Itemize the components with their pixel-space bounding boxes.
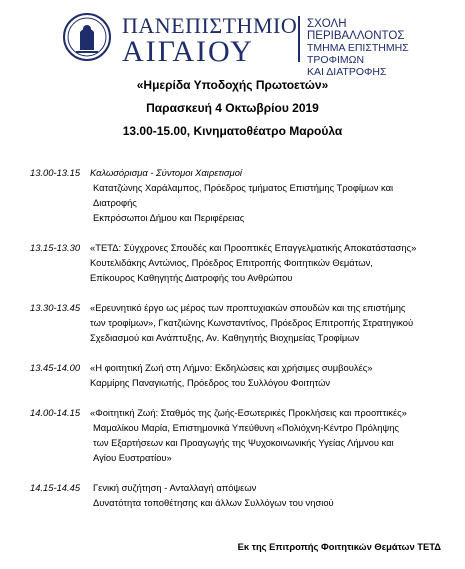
program-description [90, 300, 460, 345]
university-name [122, 13, 298, 68]
program-line: «Φοιτητική Ζωή: Σταθμός της ζωής-Εσωτερικές Προκλήσεις και προοπτικές» [90, 407, 407, 418]
school-line2: ΤΜΗΜΑ ΕΠΙΣΤΗΜΗΣ ΤΡΟΦΙΜΩΝ [307, 42, 409, 66]
school-line3: ΚΑΙ ΔΙΑΤΡΟΦΗΣ [307, 66, 387, 78]
event-date: Παρασκευή 4 Οκτωβρίου 2019 [146, 101, 319, 115]
document-header [62, 10, 422, 78]
school-name [307, 18, 422, 78]
program-time: 13.15-13.30 [30, 242, 81, 253]
program-item [30, 405, 460, 465]
program-line: Κατατζώνης Χαράλαμπος, Πρόεδρος τμήματος Επιστήμης Τροφίμων και [93, 182, 394, 193]
program-line: Γενική συζήτηση - Ανταλλαγή απόψεων [93, 482, 257, 493]
program-description [90, 165, 460, 225]
program-line: των Εξαρτήσεων και Προαγωγής της Ψυχοκοινωνικής Υγείας Λήμνου και [93, 437, 394, 448]
program-line: Αγίου Ευστρατίου» [93, 452, 172, 463]
program-description [90, 405, 460, 465]
event-title: «Ημερίδα Υποδοχής Πρωτοετών» [136, 78, 329, 92]
university-name-line2: ΑΙΓΑΙΟΥ [122, 35, 254, 68]
program-line: Καρμίρης Παναγιωτής, Πρόεδρος του Συλλόγου Φοιτητών [90, 377, 331, 388]
program-item [30, 480, 460, 510]
school-line1: ΣΧΟΛΗ ΠΕΡΙΒΑΛΛΟΝΤΟΣ [307, 18, 405, 42]
program-time: 13.45-14.00 [30, 362, 81, 373]
event-time-place: 13.00-15.00, Κινηματοθέατρο Μαρούλα [122, 124, 343, 138]
header-divider [298, 16, 300, 62]
program-line: Καλωσόρισμα - Σύντομοι Χαιρετισμοί [90, 167, 242, 178]
program-line: Δυνατότητα τοποθέτησης και άλλων Συλλόγων του νησιού [93, 497, 334, 508]
program-line: «Ερευνητικό έργο ως μέρος των προπτυχιακών σπουδών και της επιστήμης [90, 302, 406, 313]
event-titles [0, 74, 465, 143]
program-description [90, 480, 460, 510]
program-time: 13.00-13.15 [30, 167, 81, 178]
program-line: «ΤΕΤΔ: Σύγχρονες Σπουδές και Προοπτικές Επαγγελματικής Αποκατάστασης» [90, 242, 417, 253]
program-description [90, 240, 460, 285]
university-seal-icon [62, 12, 112, 62]
program-item [30, 300, 460, 345]
program-time: 13.30-13.45 [30, 302, 81, 313]
program-line: Επίκουρος Καθηγητής Διατροφής του Ανθρώπου [90, 272, 293, 283]
university-name-line1: ΠΑΝΕΠΙΣΤΗΜΙΟ [122, 13, 298, 38]
program-list [30, 165, 460, 525]
program-item [30, 360, 460, 390]
program-description [90, 360, 460, 390]
program-line: Διατροφής [93, 197, 137, 208]
program-line: Εκπρόσωποι Δήμου και Περιφέρειας [93, 212, 245, 223]
program-line: Μαμαλίκου Μαρία, Επιστημονικά Υπεύθυνη «Πολιόχνη-Κέντρο Πρόληψης [93, 422, 399, 433]
program-item [30, 165, 460, 225]
program-line: των τροφίμων», Γκατζιώνης Κωνσταντίνος, Πρόεδρος Επιτροπής Στρατηγικού [90, 317, 414, 328]
program-time: 14.00-14.15 [30, 407, 81, 418]
program-line: Κουτελιδάκης Αντώνιος, Πρόεδρος Επιτροπής Φοιτητικών Θεμάτων, [90, 257, 373, 268]
program-line: Σχεδιασμού και Ανάπτυξης, Αν. Καθηγητής Βιοχημείας Τροφίμων [90, 332, 360, 343]
program-time: 14.15-14.45 [30, 482, 81, 493]
program-line: «Η φοιτητική Ζωή στη Λήμνο: Εκδηλώσεις και χρήσιμες συμβουλές» [90, 362, 373, 373]
program-item [30, 240, 460, 285]
footer-signature: Εκ της Επιτροπής Φοιτητικών Θεμάτων ΤΕΤΔ [237, 541, 441, 552]
